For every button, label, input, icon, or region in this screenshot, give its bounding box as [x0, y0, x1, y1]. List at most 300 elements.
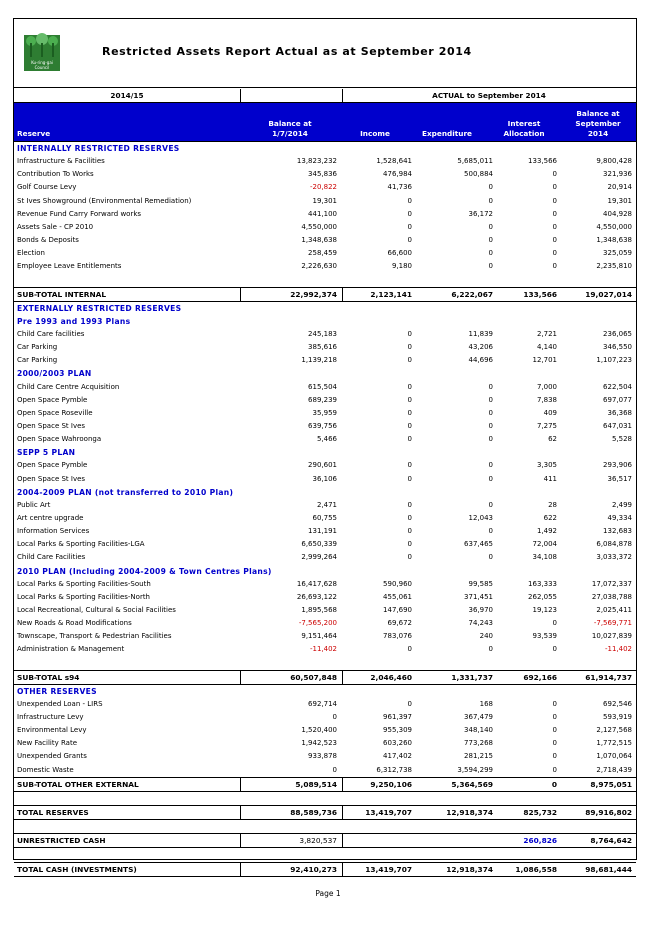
- cell-value: 17,072,337: [591, 579, 632, 588]
- cell-value: 0: [407, 421, 412, 430]
- cell-value: 411: [543, 474, 557, 483]
- cell-value: 0: [407, 474, 412, 483]
- cell-value: 2,999,264: [301, 553, 337, 562]
- cell-value: 500,884: [464, 170, 493, 179]
- cell-value: 1,086,558: [515, 864, 557, 874]
- table-row: [14, 670, 636, 685]
- cell-value: 34,108: [532, 553, 557, 562]
- cell-value: 1,520,400: [301, 726, 337, 735]
- table-row: [14, 354, 636, 367]
- table-row: [14, 208, 636, 221]
- row-label: TOTAL CASH (INVESTMENTS): [17, 864, 137, 874]
- table-row: [14, 591, 636, 604]
- report-header: [14, 19, 636, 88]
- cell-value: 20,914: [607, 183, 632, 192]
- cell-value: 0: [488, 527, 493, 536]
- table-row: [14, 724, 636, 737]
- cell-value: 0: [488, 461, 493, 470]
- cell-value: 6,650,339: [301, 540, 337, 549]
- cell-value: 0: [488, 435, 493, 444]
- row-label: 2004-2009 PLAN (not transferred to 2010 Plan): [17, 487, 234, 497]
- col-expenditure: Expenditure: [421, 129, 472, 138]
- row-label: Child Care Facilities: [17, 553, 86, 562]
- col-balance-close: Balance at September 2014: [575, 109, 621, 138]
- cell-value: 385,616: [308, 343, 337, 352]
- section-heading: [14, 486, 636, 499]
- cell-value: 132,683: [603, 527, 632, 536]
- cell-value: 0: [552, 183, 557, 192]
- table-row: [14, 805, 636, 820]
- cell-value: 19,027,014: [585, 289, 632, 299]
- table-row: [14, 604, 636, 617]
- cell-value: -11,402: [309, 645, 337, 654]
- cell-value: 0: [407, 540, 412, 549]
- row-label: Local Parks & Sporting Facilities-North: [17, 592, 150, 601]
- cell-value: 9,800,428: [596, 157, 632, 166]
- cell-value: 0: [551, 779, 557, 789]
- row-label: St Ives Showground (Environmental Remediation): [17, 196, 192, 205]
- cell-value: 0: [488, 235, 493, 244]
- cell-value: 0: [552, 765, 557, 774]
- cell-value: 41,736: [387, 183, 412, 192]
- cell-value: 2,721: [536, 329, 557, 338]
- cell-value: 773,268: [464, 739, 493, 748]
- row-label: Administration & Management: [17, 645, 125, 654]
- cell-value: 346,550: [603, 343, 632, 352]
- cell-value: 639,756: [308, 421, 337, 430]
- row-label: Child Care Centre Acquisition: [17, 382, 120, 391]
- cell-value: 1,331,737: [451, 672, 493, 682]
- cell-value: 2,718,439: [596, 765, 632, 774]
- table-row: [14, 181, 636, 194]
- cell-value: 593,919: [603, 713, 632, 722]
- cell-value: 19,301: [312, 196, 337, 205]
- cell-value: 0: [552, 209, 557, 218]
- cell-value: 0: [552, 645, 557, 654]
- cell-value: 168: [479, 699, 493, 708]
- row-label: Information Services: [17, 527, 90, 536]
- table-row: [14, 643, 636, 656]
- cell-value: 72,004: [532, 540, 557, 549]
- table-row: [14, 433, 636, 446]
- cell-value: 3,033,372: [596, 553, 632, 562]
- cell-value: 615,504: [308, 382, 337, 391]
- table-row: [14, 578, 636, 591]
- cell-value: 19,123: [532, 605, 557, 614]
- table-row: [14, 777, 636, 792]
- row-label: Employee Leave Entitlements: [17, 262, 122, 271]
- cell-value: 260,826: [523, 836, 557, 846]
- cell-value: 22,992,374: [290, 289, 337, 299]
- council-logo: [22, 31, 62, 73]
- section-heading: [14, 446, 636, 459]
- table-row: [14, 499, 636, 512]
- row-label: Bonds & Deposits: [17, 235, 79, 244]
- cell-value: 93,539: [532, 632, 557, 641]
- cell-value: -7,569,771: [593, 619, 632, 628]
- row-label: UNRESTRICTED CASH: [17, 836, 106, 846]
- row-label: TOTAL RESERVES: [17, 808, 89, 818]
- cell-value: 27,038,788: [591, 592, 632, 601]
- period-row: [14, 89, 636, 103]
- cell-value: 622,504: [603, 382, 632, 391]
- table-row: [14, 630, 636, 643]
- cell-value: 0: [407, 500, 412, 509]
- row-label: Open Space St Ives: [17, 474, 86, 483]
- cell-value: 647,031: [603, 421, 632, 430]
- cell-value: 2,235,810: [596, 262, 632, 271]
- cell-value: 367,479: [464, 713, 493, 722]
- column-header-row: [14, 103, 636, 142]
- table-row: [14, 247, 636, 260]
- table-row: [14, 473, 636, 486]
- report-title: Restricted Assets Report Actual as at September 2014: [102, 45, 472, 58]
- cell-value: 348,140: [464, 726, 493, 735]
- cell-value: 49,334: [607, 513, 632, 522]
- cell-value: 637,465: [464, 540, 493, 549]
- cell-value: 0: [552, 222, 557, 231]
- table-row: [14, 711, 636, 724]
- col-balance-open: Balance at 1/7/2014: [268, 119, 312, 138]
- cell-value: 783,076: [383, 632, 412, 641]
- row-label: Car Parking: [17, 343, 58, 352]
- cell-value: 0: [488, 222, 493, 231]
- cell-value: 5,089,514: [295, 779, 337, 789]
- cell-value: 9,151,464: [301, 632, 337, 641]
- cell-value: 0: [552, 726, 557, 735]
- row-label: Local Parks & Sporting Facilities-South: [17, 579, 151, 588]
- cell-value: 26,693,122: [296, 592, 337, 601]
- cell-value: 6,084,878: [596, 540, 632, 549]
- cell-value: 417,402: [383, 752, 412, 761]
- cell-value: 89,916,802: [585, 808, 632, 818]
- row-label: Environmental Levy: [17, 726, 87, 735]
- cell-value: 7,000: [536, 382, 557, 391]
- cell-value: 3,305: [536, 461, 557, 470]
- cell-value: 0: [488, 421, 493, 430]
- table-row: [14, 221, 636, 234]
- cell-value: 0: [407, 356, 412, 365]
- cell-value: 0: [407, 196, 412, 205]
- section-heading: [14, 367, 636, 380]
- row-label: Car Parking: [17, 356, 58, 365]
- blank-row: [14, 656, 636, 669]
- row-label: Golf Course Levy: [17, 183, 77, 192]
- table-row: [14, 260, 636, 273]
- cell-value: 961,397: [383, 713, 412, 722]
- cell-value: 0: [407, 435, 412, 444]
- cell-value: 0: [407, 235, 412, 244]
- cell-value: 2,123,141: [370, 289, 412, 299]
- page-number: Page 1: [315, 889, 341, 898]
- cell-value: 9,250,106: [370, 779, 412, 789]
- row-label: EXTERNALLY RESTRICTED RESERVES: [17, 303, 182, 313]
- table-row: [14, 155, 636, 168]
- cell-value: 7,838: [536, 395, 557, 404]
- cell-value: 12,043: [468, 513, 493, 522]
- cell-value: 2,127,568: [596, 726, 632, 735]
- cell-value: 163,333: [528, 579, 557, 588]
- cell-value: 345,836: [308, 170, 337, 179]
- period-right: ACTUAL to September 2014: [432, 91, 546, 100]
- cell-value: 325,059: [603, 249, 632, 258]
- cell-value: 1,139,218: [301, 356, 337, 365]
- cell-value: 692,714: [308, 699, 337, 708]
- row-label: SUB-TOTAL s94: [17, 672, 80, 682]
- col-income: Income: [360, 129, 390, 138]
- cell-value: 933,878: [308, 752, 337, 761]
- cell-value: 131,191: [308, 527, 337, 536]
- cell-value: 36,368: [607, 408, 632, 417]
- cell-value: 0: [488, 645, 493, 654]
- cell-value: 0: [488, 196, 493, 205]
- cell-value: 69,672: [387, 619, 412, 628]
- cell-value: 16,417,628: [296, 579, 337, 588]
- cell-value: 689,239: [308, 395, 337, 404]
- cell-value: 0: [332, 765, 337, 774]
- row-label: SUB-TOTAL OTHER EXTERNAL: [17, 779, 139, 789]
- table-row: [14, 328, 636, 341]
- svg-text:Council: Council: [34, 65, 50, 70]
- cell-value: 13,823,232: [296, 157, 337, 166]
- cell-value: 0: [552, 262, 557, 271]
- cell-value: 99,585: [468, 579, 493, 588]
- cell-value: 92,410,273: [290, 864, 337, 874]
- table-row: [14, 750, 636, 763]
- row-label: Infrastructure Levy: [17, 713, 84, 722]
- row-label: Domestic Waste: [17, 765, 74, 774]
- cell-value: 476,984: [383, 170, 412, 179]
- cell-value: 455,061: [383, 592, 412, 601]
- table-row: [14, 551, 636, 564]
- table-row: [14, 617, 636, 630]
- cell-value: 1,070,064: [596, 752, 632, 761]
- cell-value: 236,065: [603, 329, 632, 338]
- cell-value: 0: [552, 713, 557, 722]
- row-label: Unexpended Loan - LIRS: [17, 699, 103, 708]
- cell-value: 5,528: [611, 435, 632, 444]
- section-heading: [14, 315, 636, 328]
- table-row: [14, 195, 636, 208]
- cell-value: 955,309: [383, 726, 412, 735]
- blank-row: [14, 273, 636, 286]
- cell-value: 404,928: [603, 209, 632, 218]
- row-label: Open Space Wahroonga: [17, 435, 102, 444]
- cell-value: 1,348,638: [596, 235, 632, 244]
- cell-value: 5,364,569: [451, 779, 493, 789]
- table-row: [14, 459, 636, 472]
- cell-value: 262,055: [528, 592, 557, 601]
- cell-value: 0: [407, 395, 412, 404]
- cell-value: 133,566: [528, 157, 557, 166]
- col-reserve: Reserve: [17, 129, 51, 138]
- cell-value: 0: [407, 343, 412, 352]
- row-label: New Roads & Road Modifications: [17, 619, 132, 628]
- cell-value: 0: [332, 713, 337, 722]
- cell-value: 1,528,641: [376, 157, 412, 166]
- cell-value: 1,895,568: [301, 605, 337, 614]
- blank-row: [14, 792, 636, 805]
- row-label: Election: [17, 249, 45, 258]
- row-label: Revenue Fund Carry Forward works: [17, 209, 142, 218]
- cell-value: 0: [552, 699, 557, 708]
- cell-value: 4,140: [536, 343, 557, 352]
- cell-value: 11,839: [468, 329, 493, 338]
- table-row: [14, 538, 636, 551]
- cell-value: 0: [407, 461, 412, 470]
- row-label: Unexpended Grants: [17, 752, 87, 761]
- row-label: Public Art: [17, 500, 51, 509]
- cell-value: 441,100: [308, 209, 337, 218]
- table-row: [14, 287, 636, 302]
- cell-value: 1,492: [536, 527, 557, 536]
- cell-value: 293,906: [603, 461, 632, 470]
- blank-row: [14, 848, 636, 861]
- report-page: [13, 18, 637, 874]
- row-label: Child Care facilities: [17, 329, 85, 338]
- cell-value: 8,975,051: [590, 779, 632, 789]
- row-label: SEPP 5 PLAN: [17, 448, 76, 458]
- cell-value: 0: [407, 209, 412, 218]
- cell-value: -11,402: [604, 645, 632, 654]
- cell-value: 1,772,515: [596, 739, 632, 748]
- cell-value: 36,517: [607, 474, 632, 483]
- row-label: New Facility Rate: [17, 739, 78, 748]
- row-label: Art centre upgrade: [17, 513, 84, 522]
- cell-value: 692,166: [523, 672, 557, 682]
- cell-value: 697,077: [603, 395, 632, 404]
- cell-value: 8,764,642: [590, 836, 632, 846]
- row-label: Assets Sale - CP 2010: [17, 222, 94, 231]
- cell-value: 0: [407, 513, 412, 522]
- cell-value: 371,451: [464, 592, 493, 601]
- row-label: 2010 PLAN (Including 2004-2009 & Town Centres Plans): [17, 566, 272, 576]
- cell-value: 7,275: [536, 421, 557, 430]
- cell-value: 0: [488, 382, 493, 391]
- cell-value: 0: [407, 382, 412, 391]
- cell-value: 4,550,000: [596, 222, 632, 231]
- cell-value: 0: [488, 500, 493, 509]
- col-interest: Interest Allocation: [503, 119, 545, 138]
- cell-value: 19,301: [607, 196, 632, 205]
- cell-value: 622: [543, 513, 557, 522]
- cell-value: 0: [407, 553, 412, 562]
- row-label: 2000/2003 PLAN: [17, 369, 92, 379]
- cell-value: 9,180: [391, 262, 412, 271]
- cell-value: 258,459: [308, 249, 337, 258]
- table-row: [14, 737, 636, 750]
- cell-value: 6,222,067: [451, 289, 493, 299]
- cell-value: 36,970: [468, 605, 493, 614]
- cell-value: 245,183: [308, 329, 337, 338]
- cell-value: 0: [407, 699, 412, 708]
- cell-value: 147,690: [383, 605, 412, 614]
- cell-value: -20,822: [309, 183, 337, 192]
- cell-value: 5,466: [316, 435, 337, 444]
- svg-text:Ku-ring-gai: Ku-ring-gai: [31, 60, 53, 65]
- row-label: Townscape, Transport & Pedestrian Facilities: [17, 632, 172, 641]
- table-row: [14, 525, 636, 538]
- cell-value: 12,918,374: [446, 808, 493, 818]
- row-label: Contribution To Works: [17, 170, 94, 179]
- cell-value: 2,499: [611, 500, 632, 509]
- cell-value: 1,348,638: [301, 235, 337, 244]
- cell-value: 60,755: [312, 513, 337, 522]
- cell-value: 0: [407, 645, 412, 654]
- cell-value: -7,565,200: [298, 619, 337, 628]
- section-heading: [14, 565, 636, 578]
- section-heading: [14, 302, 636, 315]
- table-row: [14, 764, 636, 777]
- cell-value: 0: [407, 527, 412, 536]
- cell-value: 692,546: [603, 699, 632, 708]
- cell-value: 74,243: [468, 619, 493, 628]
- cell-value: 0: [407, 222, 412, 231]
- cell-value: 66,600: [387, 249, 412, 258]
- table-row: [14, 698, 636, 711]
- cell-value: 2,471: [316, 500, 337, 509]
- row-label: Open Space Pymble: [17, 461, 88, 470]
- table-row: [14, 381, 636, 394]
- cell-value: 6,312,738: [376, 765, 412, 774]
- cell-value: 603,260: [383, 739, 412, 748]
- cell-value: 0: [552, 752, 557, 761]
- cell-value: 281,215: [464, 752, 493, 761]
- row-label: Open Space Roseville: [17, 408, 93, 417]
- cell-value: 98,681,444: [585, 864, 632, 874]
- cell-value: 13,419,707: [365, 864, 412, 874]
- row-label: Local Parks & Sporting Facilities-LGA: [17, 540, 145, 549]
- table-row: [14, 407, 636, 420]
- period-left: 2014/15: [110, 91, 144, 100]
- cell-value: 60,507,848: [290, 672, 337, 682]
- cell-value: 825,732: [523, 808, 557, 818]
- reserves-table: [14, 89, 636, 877]
- cell-value: 1,107,223: [596, 356, 632, 365]
- cell-value: 0: [552, 739, 557, 748]
- cell-value: 3,594,299: [457, 765, 493, 774]
- cell-value: 44,696: [468, 356, 493, 365]
- cell-value: 10,027,839: [591, 632, 632, 641]
- cell-value: 2,226,630: [301, 262, 337, 271]
- cell-value: 5,685,011: [457, 157, 493, 166]
- cell-value: 1,942,523: [301, 739, 337, 748]
- cell-value: 0: [488, 474, 493, 483]
- cell-value: 4,550,000: [301, 222, 337, 231]
- cell-value: 0: [552, 170, 557, 179]
- row-label: OTHER RESERVES: [17, 686, 97, 696]
- cell-value: 590,960: [383, 579, 412, 588]
- cell-value: 0: [552, 249, 557, 258]
- cell-value: 12,918,374: [446, 864, 493, 874]
- cell-value: 133,566: [523, 289, 557, 299]
- cell-value: 0: [488, 183, 493, 192]
- cell-value: 0: [552, 619, 557, 628]
- cell-value: 43,206: [468, 343, 493, 352]
- cell-value: 35,959: [312, 408, 337, 417]
- row-label: Local Recreational, Cultural & Social Facilities: [17, 605, 176, 614]
- cell-value: 61,914,737: [585, 672, 632, 682]
- table-row: [14, 862, 636, 877]
- table-row: [14, 394, 636, 407]
- row-label: SUB-TOTAL INTERNAL: [17, 289, 107, 299]
- cell-value: 409: [543, 408, 557, 417]
- cell-value: 0: [488, 553, 493, 562]
- cell-value: 0: [407, 329, 412, 338]
- cell-value: 36,106: [312, 474, 337, 483]
- table-row: [14, 512, 636, 525]
- table-row: [14, 420, 636, 433]
